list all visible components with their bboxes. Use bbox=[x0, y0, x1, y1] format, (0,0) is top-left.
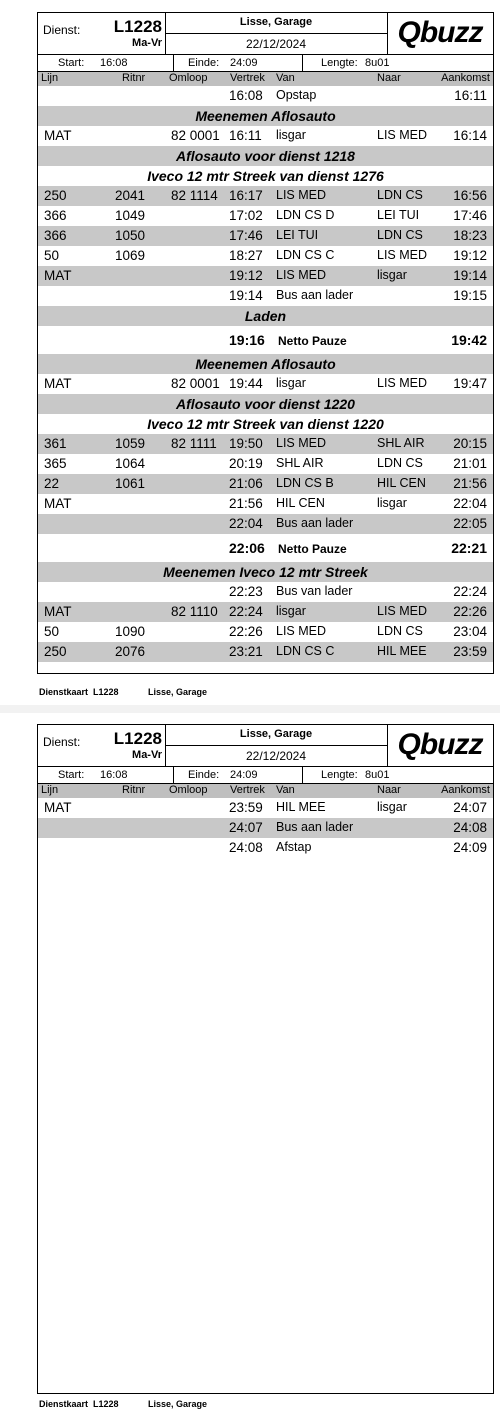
times-row bbox=[38, 54, 493, 72]
einde-label: Einde: bbox=[188, 57, 220, 69]
vertrek-cell: 22:26 bbox=[229, 624, 263, 639]
page-1 bbox=[0, 0, 500, 705]
col-ritnr: Ritnr bbox=[122, 72, 146, 84]
einde-time: 24:09 bbox=[230, 769, 258, 781]
aankomst-cell: 19:12 bbox=[453, 248, 487, 263]
divider bbox=[302, 55, 303, 72]
qbuzz-logo: Qbuzz bbox=[397, 16, 483, 49]
pause-start: 22:06 bbox=[229, 540, 265, 556]
vertrek-cell: 23:59 bbox=[229, 800, 263, 815]
trip-row bbox=[38, 374, 493, 394]
van-cell: Bus aan lader bbox=[276, 516, 354, 530]
trip-row bbox=[38, 246, 493, 266]
einde-label: Einde: bbox=[188, 769, 220, 781]
ritnr-cell: 1090 bbox=[115, 624, 146, 639]
lijn-cell: MAT bbox=[44, 268, 72, 283]
aankomst-cell: 19:14 bbox=[453, 268, 487, 283]
van-cell: lisgar bbox=[276, 604, 306, 618]
lijn-cell: MAT bbox=[44, 604, 72, 619]
aankomst-cell: 19:15 bbox=[453, 288, 487, 303]
col-omloop: Omloop bbox=[169, 72, 208, 84]
trip-row bbox=[38, 798, 493, 818]
einde-time: 24:09 bbox=[230, 57, 258, 69]
van-cell: LIS MED bbox=[276, 436, 327, 450]
dienst-days: Ma-Vr bbox=[132, 37, 162, 49]
naar-cell: lisgar bbox=[377, 800, 407, 814]
col-lijn: Lijn bbox=[41, 784, 59, 796]
aankomst-cell: 22:24 bbox=[453, 584, 487, 599]
trip-row bbox=[38, 266, 493, 286]
lengte-label: Lengte: bbox=[321, 769, 358, 781]
section-header: Iveco 12 mtr Streek van dienst 1276 bbox=[147, 168, 384, 184]
naar-cell: LDN CS bbox=[377, 456, 423, 470]
vertrek-cell: 19:12 bbox=[229, 268, 263, 283]
aankomst-cell: 24:07 bbox=[453, 800, 487, 815]
date: 22/12/2024 bbox=[245, 37, 307, 51]
aankomst-cell: 24:09 bbox=[453, 840, 487, 855]
col-ritnr: Ritnr bbox=[122, 784, 146, 796]
vertrek-cell: 21:56 bbox=[229, 496, 263, 511]
dienst-label: Dienst: bbox=[43, 23, 81, 37]
start-label: Start: bbox=[58, 769, 85, 781]
footer-label: Dienstkaart bbox=[39, 1399, 89, 1409]
location: Lisse, Garage bbox=[239, 728, 313, 740]
lijn-cell: MAT bbox=[44, 376, 72, 391]
times-row bbox=[38, 766, 493, 784]
vertrek-cell: 17:46 bbox=[229, 228, 263, 243]
lijn-cell: 50 bbox=[44, 624, 60, 639]
van-cell: HIL MEE bbox=[276, 800, 326, 814]
pause-row bbox=[38, 534, 493, 562]
pause-end: 19:42 bbox=[451, 332, 487, 348]
pause-end: 22:21 bbox=[451, 540, 487, 556]
vertrek-cell: 22:24 bbox=[229, 604, 263, 619]
vertrek-cell: 24:07 bbox=[229, 820, 263, 835]
trip-row bbox=[38, 602, 493, 622]
ritnr-cell: 1049 bbox=[115, 208, 146, 223]
col-naar: Naar bbox=[377, 784, 401, 796]
divider bbox=[165, 33, 387, 34]
vertrek-cell: 18:27 bbox=[229, 248, 263, 263]
aankomst-cell: 20:15 bbox=[453, 436, 487, 451]
trip-list bbox=[38, 86, 493, 662]
lijn-cell: 250 bbox=[44, 188, 67, 203]
dienstkaart-1 bbox=[37, 12, 494, 674]
divider bbox=[173, 767, 174, 784]
lengte-value: 8u01 bbox=[365, 57, 390, 69]
van-cell: LDN CS C bbox=[276, 248, 335, 262]
trip-row bbox=[38, 226, 493, 246]
lengte-value: 8u01 bbox=[365, 769, 390, 781]
trip-row bbox=[38, 186, 493, 206]
col-vertrek: Vertrek bbox=[230, 72, 265, 84]
omloop-cell: 82 1110 bbox=[171, 604, 218, 619]
trip-row bbox=[38, 582, 493, 602]
start-time: 16:08 bbox=[100, 57, 128, 69]
pause-row bbox=[38, 326, 493, 354]
naar-cell: HIL MEE bbox=[377, 644, 427, 658]
section-header: Aflosauto voor dienst 1218 bbox=[38, 146, 493, 166]
column-header bbox=[38, 72, 493, 86]
van-cell: Opstap bbox=[276, 88, 317, 102]
van-cell: LDN CS D bbox=[276, 208, 335, 222]
aankomst-cell: 18:23 bbox=[453, 228, 487, 243]
section-header: Meenemen Aflosauto bbox=[38, 354, 493, 374]
divider bbox=[302, 767, 303, 784]
vertrek-cell: 22:23 bbox=[229, 584, 263, 599]
naar-cell: LDN CS bbox=[377, 228, 423, 242]
omloop-cell: 82 0001 bbox=[171, 128, 220, 143]
naar-cell: LIS MED bbox=[377, 248, 428, 262]
divider bbox=[173, 55, 174, 72]
trip-row bbox=[38, 818, 493, 838]
column-header bbox=[38, 784, 493, 798]
trip-row bbox=[38, 86, 493, 106]
vertrek-cell: 19:14 bbox=[229, 288, 263, 303]
naar-cell: LIS MED bbox=[377, 604, 428, 618]
ritnr-cell: 1064 bbox=[115, 456, 146, 471]
van-cell: Bus van lader bbox=[276, 584, 353, 598]
lijn-cell: 366 bbox=[44, 208, 67, 223]
van-cell: LIS MED bbox=[276, 188, 327, 202]
lijn-cell: 22 bbox=[44, 476, 60, 491]
trip-row bbox=[38, 622, 493, 642]
naar-cell: SHL AIR bbox=[377, 436, 425, 450]
qbuzz-logo: Qbuzz bbox=[397, 728, 483, 761]
van-cell: LIS MED bbox=[276, 624, 327, 638]
aankomst-cell: 19:47 bbox=[453, 376, 487, 391]
lijn-cell: MAT bbox=[44, 496, 72, 511]
ritnr-cell: 1061 bbox=[115, 476, 146, 491]
section-header: Laden bbox=[38, 306, 493, 326]
trip-row bbox=[38, 838, 493, 858]
ritnr-cell: 1069 bbox=[115, 248, 146, 263]
vertrek-cell: 22:04 bbox=[229, 516, 263, 531]
pause-label: Netto Pauze bbox=[278, 334, 347, 348]
omloop-cell: 82 1114 bbox=[171, 188, 218, 203]
vertrek-cell: 19:50 bbox=[229, 436, 263, 451]
dienstkaart-2 bbox=[37, 724, 494, 1394]
naar-cell: LEI TUI bbox=[377, 208, 420, 222]
vertrek-cell: 20:19 bbox=[229, 456, 263, 471]
lengte-label: Lengte: bbox=[321, 57, 358, 69]
aankomst-cell: 21:01 bbox=[453, 456, 487, 471]
col-van: Van bbox=[276, 784, 295, 796]
aankomst-cell: 23:59 bbox=[453, 644, 487, 659]
vertrek-cell: 23:21 bbox=[229, 644, 263, 659]
vertrek-cell: 17:02 bbox=[229, 208, 263, 223]
dienst-days: Ma-Vr bbox=[132, 749, 162, 761]
logo-cell bbox=[387, 13, 493, 54]
trip-row bbox=[38, 206, 493, 226]
card-header bbox=[38, 13, 493, 72]
van-cell: Afstap bbox=[276, 840, 312, 854]
van-cell: Bus aan lader bbox=[276, 288, 354, 302]
vertrek-cell: 16:17 bbox=[229, 188, 263, 203]
naar-cell: LIS MED bbox=[377, 376, 428, 390]
vertrek-cell: 16:08 bbox=[229, 88, 263, 103]
col-omloop: Omloop bbox=[169, 784, 208, 796]
naar-cell: lisgar bbox=[377, 268, 407, 282]
start-time: 16:08 bbox=[100, 769, 128, 781]
dienst-cell bbox=[38, 13, 166, 54]
trip-list bbox=[38, 798, 493, 858]
vertrek-cell: 24:08 bbox=[229, 840, 263, 855]
aankomst-cell: 24:08 bbox=[453, 820, 487, 835]
footer-location: Lisse, Garage bbox=[148, 1399, 208, 1409]
lijn-cell: MAT bbox=[44, 128, 72, 143]
ritnr-cell: 1050 bbox=[115, 228, 146, 243]
ritnr-cell: 2076 bbox=[115, 644, 146, 659]
aankomst-cell: 22:26 bbox=[453, 604, 487, 619]
lijn-cell: 361 bbox=[44, 436, 67, 451]
page-2 bbox=[0, 713, 500, 1426]
naar-cell: LDN CS bbox=[377, 188, 423, 202]
van-cell: LDN CS C bbox=[276, 644, 335, 658]
footer-dienst: L1228 bbox=[93, 687, 119, 697]
vertrek-cell: 19:44 bbox=[229, 376, 263, 391]
naar-cell: HIL CEN bbox=[377, 476, 426, 490]
aankomst-cell: 17:46 bbox=[453, 208, 487, 223]
start-label: Start: bbox=[58, 57, 85, 69]
trip-row bbox=[38, 494, 493, 514]
naar-cell: lisgar bbox=[377, 496, 407, 510]
van-cell: lisgar bbox=[276, 128, 306, 142]
dienst-number: L1228 bbox=[113, 729, 162, 748]
location: Lisse, Garage bbox=[239, 16, 313, 28]
col-naar: Naar bbox=[377, 72, 401, 84]
vertrek-cell: 16:11 bbox=[229, 128, 262, 143]
trip-row bbox=[38, 642, 493, 662]
trip-row bbox=[38, 514, 493, 534]
trip-row bbox=[38, 434, 493, 454]
van-cell: LDN CS B bbox=[276, 476, 334, 490]
aankomst-cell: 23:04 bbox=[453, 624, 487, 639]
lijn-cell: 366 bbox=[44, 228, 67, 243]
section-header: Iveco 12 mtr Streek van dienst 1220 bbox=[147, 416, 384, 432]
trip-row bbox=[38, 286, 493, 306]
lijn-cell: 250 bbox=[44, 644, 67, 659]
section-header: Meenemen Aflosauto bbox=[38, 106, 493, 126]
van-cell: SHL AIR bbox=[276, 456, 324, 470]
dienst-cell bbox=[38, 725, 166, 766]
section-header: Aflosauto voor dienst 1220 bbox=[38, 394, 493, 414]
omloop-cell: 82 1111 bbox=[171, 436, 217, 451]
col-van: Van bbox=[276, 72, 295, 84]
vertrek-cell: 21:06 bbox=[229, 476, 263, 491]
lijn-cell: 50 bbox=[44, 248, 60, 263]
logo-cell bbox=[387, 725, 493, 766]
aankomst-cell: 16:11 bbox=[454, 88, 487, 103]
divider bbox=[165, 745, 387, 746]
pause-label: Netto Pauze bbox=[278, 542, 347, 556]
van-cell: HIL CEN bbox=[276, 496, 325, 510]
trip-row bbox=[38, 474, 493, 494]
trip-row bbox=[38, 126, 493, 146]
lijn-cell: MAT bbox=[44, 800, 72, 815]
pause-start: 19:16 bbox=[229, 332, 265, 348]
van-cell: LIS MED bbox=[276, 268, 327, 282]
aankomst-cell: 21:56 bbox=[453, 476, 487, 491]
aankomst-cell: 22:04 bbox=[453, 496, 487, 511]
van-cell: Bus aan lader bbox=[276, 820, 354, 834]
ritnr-cell: 1059 bbox=[115, 436, 146, 451]
col-aankomst: Aankomst bbox=[441, 784, 490, 796]
col-vertrek: Vertrek bbox=[230, 784, 265, 796]
col-aankomst: Aankomst bbox=[441, 72, 490, 84]
van-cell: lisgar bbox=[276, 376, 306, 390]
trip-row bbox=[38, 454, 493, 474]
lijn-cell: 365 bbox=[44, 456, 67, 471]
dienst-label: Dienst: bbox=[43, 735, 81, 749]
naar-cell: LDN CS bbox=[377, 624, 423, 638]
footer-label: Dienstkaart bbox=[39, 687, 89, 697]
van-cell: LEI TUI bbox=[276, 228, 319, 242]
aankomst-cell: 16:56 bbox=[453, 188, 487, 203]
aankomst-cell: 16:14 bbox=[453, 128, 487, 143]
dienst-number: L1228 bbox=[113, 17, 162, 36]
ritnr-cell: 2041 bbox=[115, 188, 146, 203]
footer-dienst: L1228 bbox=[93, 1399, 119, 1409]
naar-cell: LIS MED bbox=[377, 128, 428, 142]
col-lijn: Lijn bbox=[41, 72, 59, 84]
footer-location: Lisse, Garage bbox=[148, 687, 208, 697]
section-header: Meenemen Iveco 12 mtr Streek bbox=[38, 562, 493, 582]
date: 22/12/2024 bbox=[245, 749, 307, 763]
omloop-cell: 82 0001 bbox=[171, 376, 220, 391]
card-header bbox=[38, 725, 493, 784]
aankomst-cell: 22:05 bbox=[453, 516, 487, 531]
